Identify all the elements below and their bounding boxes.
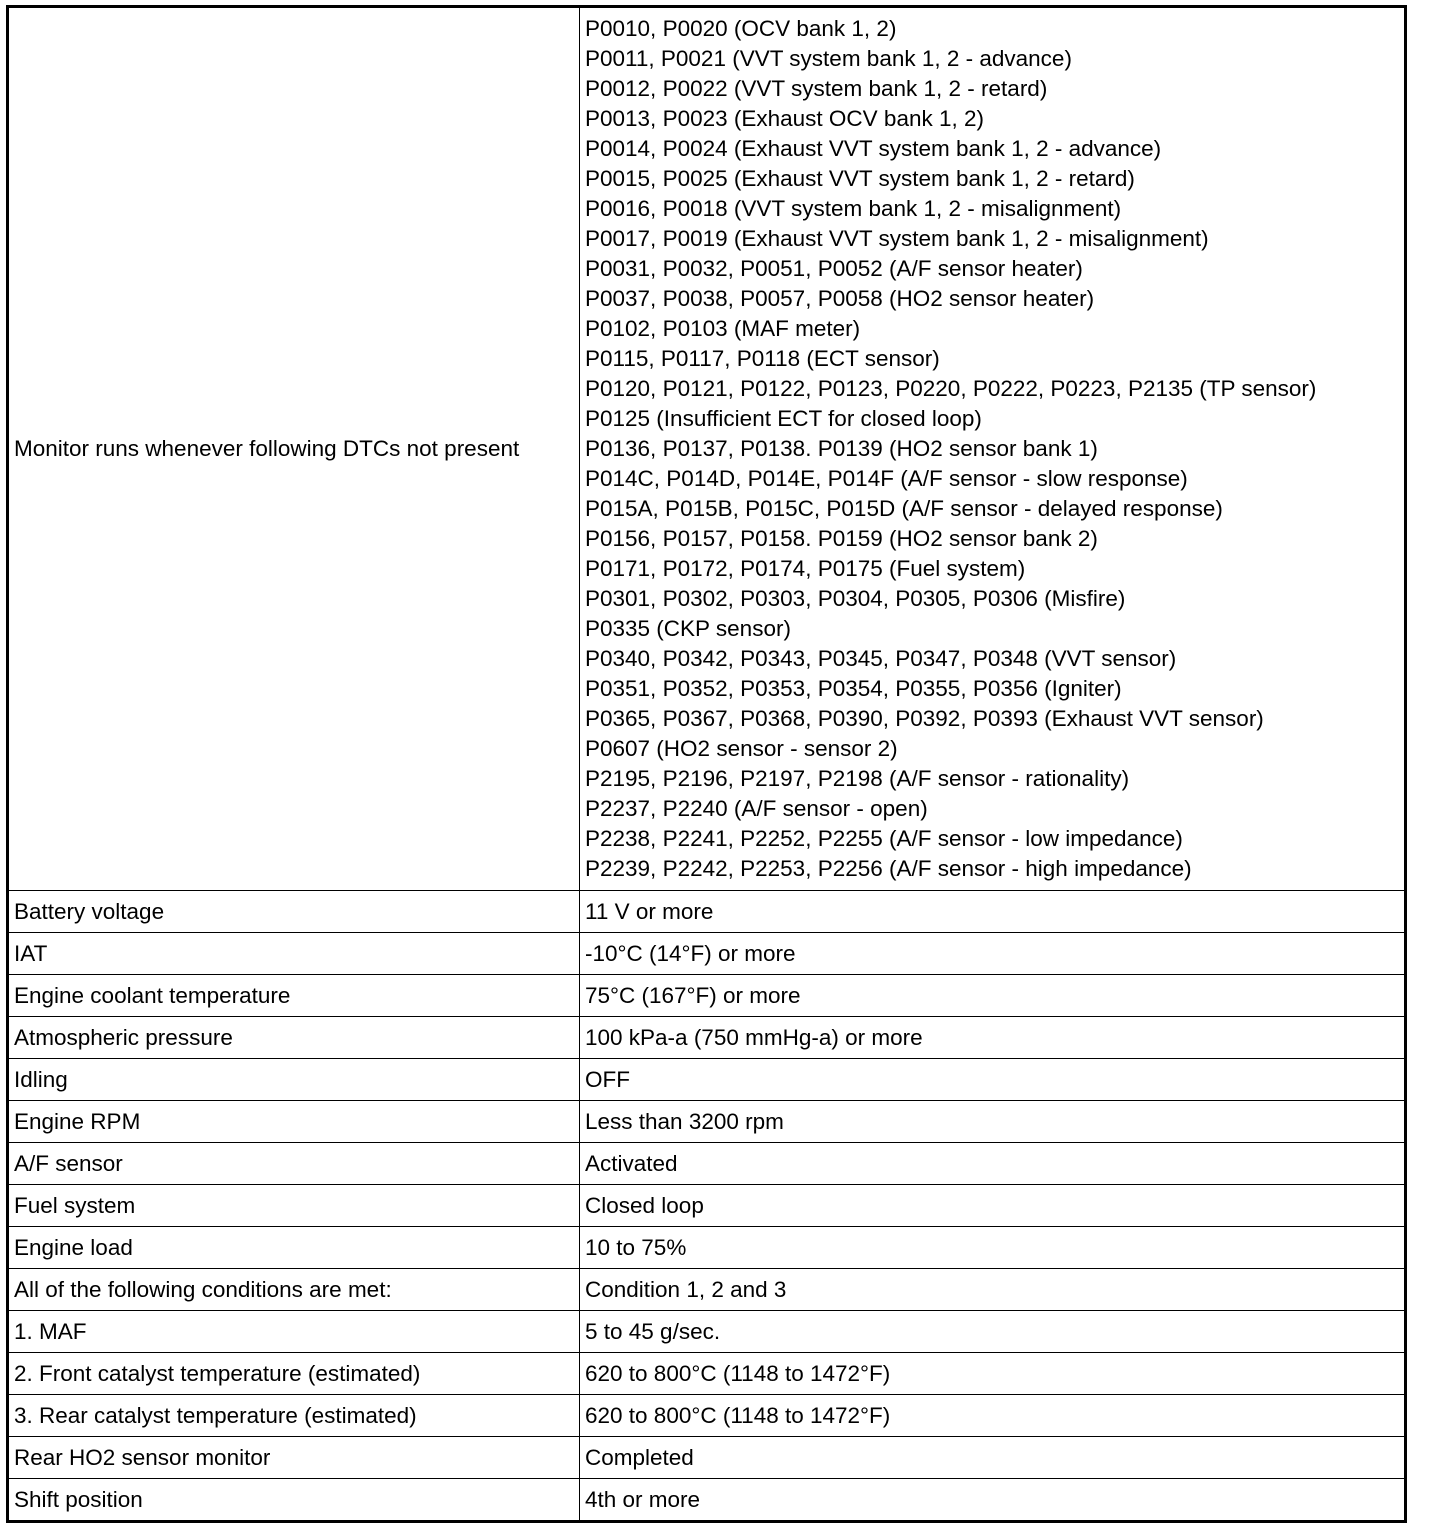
condition-value: Condition 1, 2 and 3 [580,1269,1406,1311]
dtc-list-item: P014C, P014D, P014E, P014F (A/F sensor - slow response) [585,466,1188,491]
dtc-row [8,7,1406,891]
dtc-list-item: P0351, P0352, P0353, P0354, P0355, P0356 (Igniter) [585,676,1122,701]
condition-value: -10°C (14°F) or more [580,933,1406,975]
dtc-list-item: P0013, P0023 (Exhaust OCV bank 1, 2) [585,106,984,131]
dtc-list [580,7,1406,891]
condition-value: 620 to 800°C (1148 to 1472°F) [580,1353,1406,1395]
condition-label: Atmospheric pressure [8,1017,580,1059]
condition-value: Completed [580,1437,1406,1479]
table-row [8,1143,1406,1185]
dtc-list-item: P0017, P0019 (Exhaust VVT system bank 1, 2 - misalignment) [585,226,1209,251]
condition-value: OFF [580,1059,1406,1101]
dtc-row-label: Monitor runs whenever following DTCs not present [8,7,580,891]
dtc-list-item: P0011, P0021 (VVT system bank 1, 2 - advance) [585,46,1072,71]
condition-value: 4th or more [580,1479,1406,1522]
monitor-conditions-table [6,5,1407,1523]
table-row [8,1395,1406,1437]
condition-value: 5 to 45 g/sec. [580,1311,1406,1353]
condition-label: Rear HO2 sensor monitor [8,1437,580,1479]
dtc-list-item: P2238, P2241, P2252, P2255 (A/F sensor - low impedance) [585,826,1183,851]
condition-label: Shift position [8,1479,580,1522]
condition-value: 10 to 75% [580,1227,1406,1269]
dtc-list-item: P0012, P0022 (VVT system bank 1, 2 - retard) [585,76,1048,101]
dtc-list-item: P0016, P0018 (VVT system bank 1, 2 - misalignment) [585,196,1122,221]
condition-value: Activated [580,1143,1406,1185]
condition-value: 620 to 800°C (1148 to 1472°F) [580,1395,1406,1437]
condition-value: Less than 3200 rpm [580,1101,1406,1143]
dtc-list-item: P0015, P0025 (Exhaust VVT system bank 1, 2 - retard) [585,166,1135,191]
table-row [8,891,1406,933]
condition-label: All of the following conditions are met: [8,1269,580,1311]
condition-label: 3. Rear catalyst temperature (estimated) [8,1395,580,1437]
table-row [8,975,1406,1017]
dtc-list-item: P0120, P0121, P0122, P0123, P0220, P0222, P0223, P2135 (TP sensor) [585,376,1317,401]
table-row [8,933,1406,975]
condition-label: Engine coolant temperature [8,975,580,1017]
condition-label: Idling [8,1059,580,1101]
dtc-list-item: P0301, P0302, P0303, P0304, P0305, P0306 (Misfire) [585,586,1126,611]
table-row [8,1269,1406,1311]
dtc-list-item: P0365, P0367, P0368, P0390, P0392, P0393 (Exhaust VVT sensor) [585,706,1264,731]
condition-value: 75°C (167°F) or more [580,975,1406,1017]
dtc-list-item: P2237, P2240 (A/F sensor - open) [585,796,928,821]
condition-label: A/F sensor [8,1143,580,1185]
condition-label: IAT [8,933,580,975]
dtc-list-item: P0607 (HO2 sensor - sensor 2) [585,736,898,761]
table-row [8,1353,1406,1395]
condition-label: 2. Front catalyst temperature (estimated) [8,1353,580,1395]
condition-label: Fuel system [8,1185,580,1227]
table-row [8,1017,1406,1059]
condition-label: Engine load [8,1227,580,1269]
dtc-list-item: P0102, P0103 (MAF meter) [585,316,861,341]
condition-label: Battery voltage [8,891,580,933]
dtc-list-item: P2239, P2242, P2253, P2256 (A/F sensor - high impedance) [585,856,1192,881]
condition-label: 1. MAF [8,1311,580,1353]
condition-value: 100 kPa-a (750 mmHg-a) or more [580,1017,1406,1059]
dtc-list-item: P0010, P0020 (OCV bank 1, 2) [585,16,897,41]
table-row [8,1479,1406,1522]
dtc-list-item: P0171, P0172, P0174, P0175 (Fuel system) [585,556,1026,581]
condition-label: Engine RPM [8,1101,580,1143]
table-row [8,1185,1406,1227]
table-row [8,1437,1406,1479]
table-row [8,1311,1406,1353]
condition-value: 11 V or more [580,891,1406,933]
table-row [8,1227,1406,1269]
dtc-list-item: P0156, P0157, P0158. P0159 (HO2 sensor bank 2) [585,526,1098,551]
dtc-list-item: P0031, P0032, P0051, P0052 (A/F sensor heater) [585,256,1083,281]
table-body [8,7,1406,1522]
dtc-list-item: P015A, P015B, P015C, P015D (A/F sensor - delayed response) [585,496,1223,521]
dtc-list-item: P0014, P0024 (Exhaust VVT system bank 1, 2 - advance) [585,136,1162,161]
table-row [8,1059,1406,1101]
dtc-list-item: P0115, P0117, P0118 (ECT sensor) [585,346,940,371]
dtc-list-item: P0136, P0137, P0138. P0139 (HO2 sensor bank 1) [585,436,1098,461]
dtc-list-item: P0335 (CKP sensor) [585,616,791,641]
condition-value: Closed loop [580,1185,1406,1227]
dtc-list-item: P0340, P0342, P0343, P0345, P0347, P0348 (VVT sensor) [585,646,1177,671]
table-row [8,1101,1406,1143]
dtc-list-item: P2195, P2196, P2197, P2198 (A/F sensor - rationality) [585,766,1130,791]
dtc-list-item: P0125 (Insufficient ECT for closed loop) [585,406,982,431]
dtc-list-item: P0037, P0038, P0057, P0058 (HO2 sensor heater) [585,286,1095,311]
